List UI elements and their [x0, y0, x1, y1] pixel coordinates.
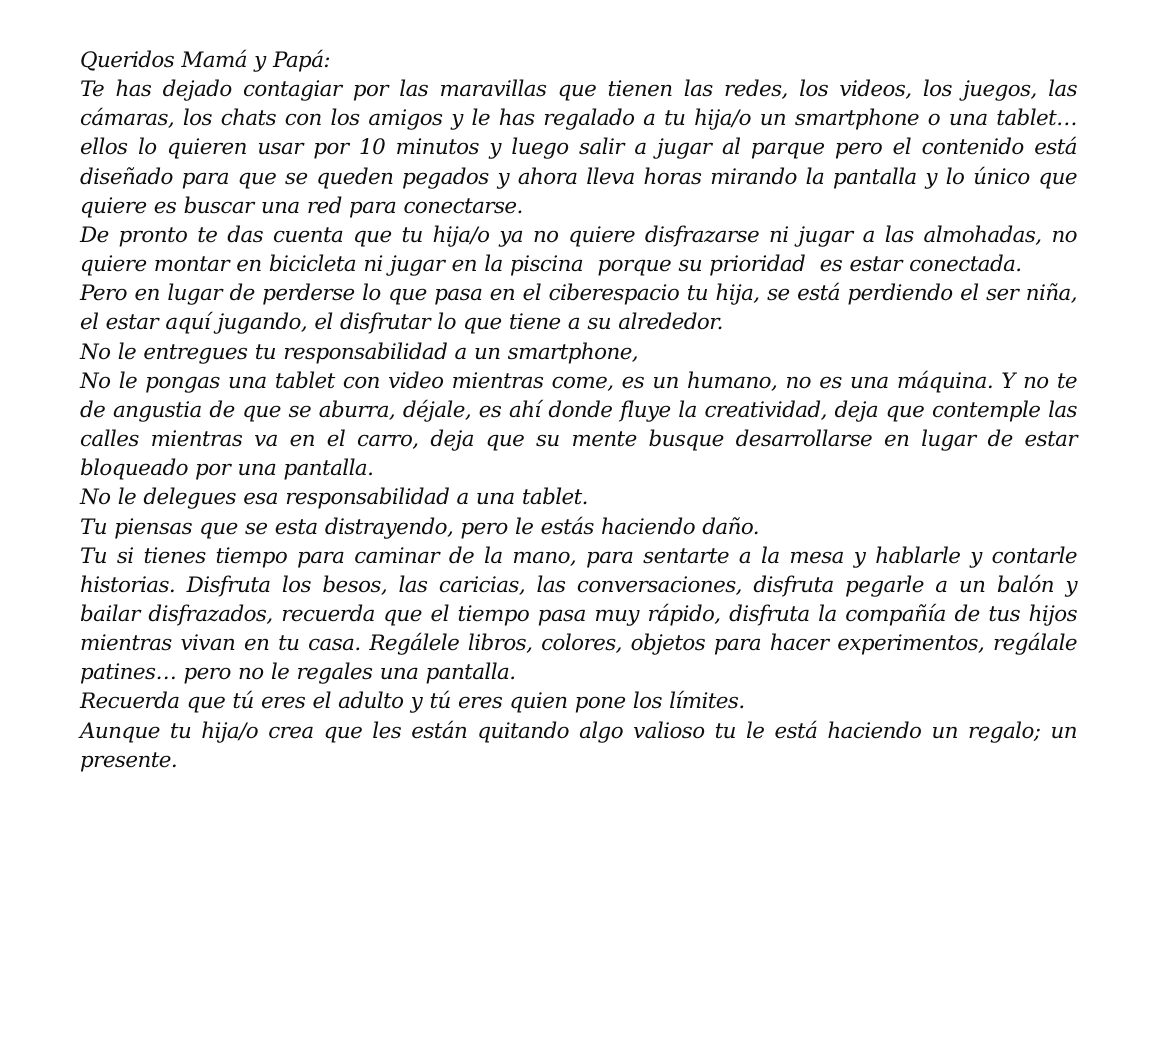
- letter-paragraph-6: No le delegues esa responsabilidad a una tablet.: [80, 485, 588, 511]
- letter-paragraph-4: No le entregues tu responsabilidad a un smartphone,: [80, 339, 639, 365]
- letter-paragraph-8: Tu si tienes tiempo para caminar de la mano, para sentarte a la mesa y hablarle y contarle historias. Disfruta los besos, las caricias, las conversaciones, disfruta pegarle a un balón y bailar disfrazados, recuerda que el tiempo pasa muy rápido, disfruta la compañía de tus hijos mientras vivan en tu casa. Regálele libros, colores, objetos para hacer experimentos, regálale patines… pero no le regales una pantalla.: [80, 543, 1085, 686]
- letter-paragraph-10: Aunque tu hija/o crea que les están quitando algo valioso tu le está haciendo un regalo; un presente.: [80, 718, 1085, 773]
- letter-paragraph-3: Pero en lugar de perderse lo que pasa en el ciberespacio tu hija, se está perdiendo el ser niña, el estar aquí jugando, el disfrutar lo que tiene a su alrededor.: [80, 281, 1085, 336]
- letter-body: [80, 46, 1085, 775]
- letter-paragraph-1: Te has dejado contagiar por las maravillas que tienen las redes, los videos, los juegos, las cámaras, los chats con los amigos y le has regalado a tu hija/o un smartphone o una tablet… ellos lo quieren usar por 10 minutos y luego salir a jugar al parque pero el contenido está diseñado para que se queden pegados y ahora lleva horas mirando la pantalla y lo único que quiere es buscar una red para conectarse.: [80, 77, 1085, 219]
- letter-paragraph-5: No le pongas una tablet con video mientras come, es un humano, no es una máquina. Y no te de angustia de que se aburra, déjale, es ahí donde fluye la creatividad, deja que contemple las calles mientras va en el carro, deja que su mente busque desarrollarse en lugar de estar bloqueado por una pantalla.: [80, 368, 1085, 482]
- letter-salutation: Queridos Mamá y Papá:: [80, 48, 331, 73]
- letter-paragraph-7: Tu piensas que se esta distrayendo, pero le estás haciendo daño.: [80, 514, 760, 540]
- letter-paragraph-2: De pronto te das cuenta que tu hija/o ya no quiere disfrazarse ni jugar a las almohadas, no quiere montar en bicicleta ni jugar en la piscina porque su prioridad es estar conectada.: [80, 222, 1085, 278]
- letter-paragraph-9: Recuerda que tú eres el adulto y tú eres quien pone los límites.: [80, 689, 745, 715]
